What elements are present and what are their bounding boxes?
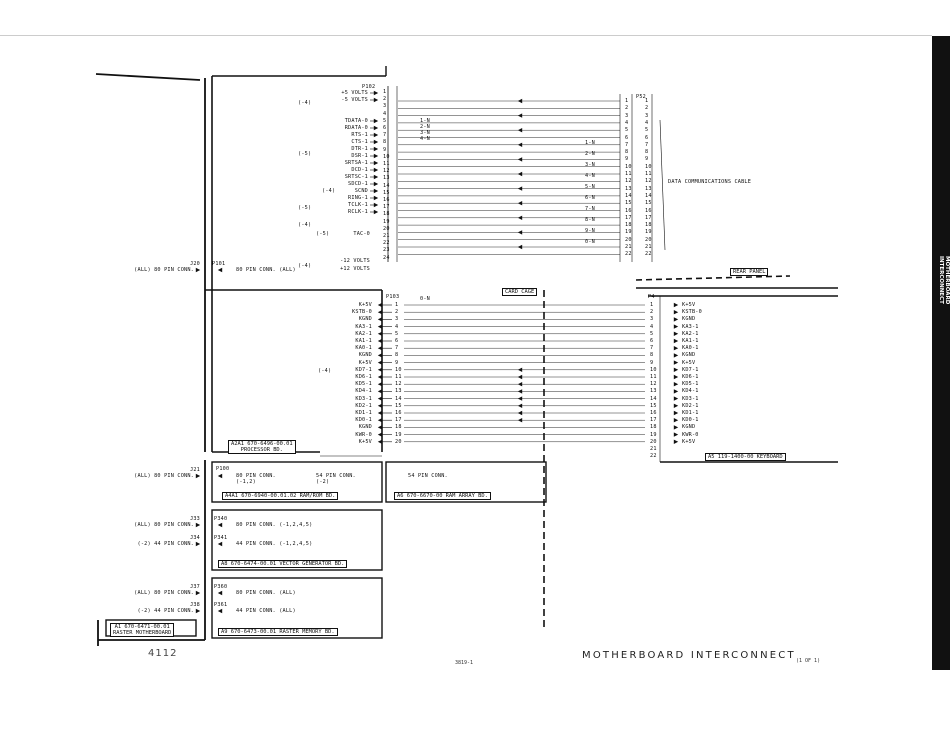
p102-signal: SDCD-1 bbox=[348, 181, 368, 187]
keyboard-wire-arrow-icon bbox=[518, 418, 522, 422]
conn-arrow-icon bbox=[196, 523, 200, 527]
conn-arrow-icon bbox=[218, 474, 222, 478]
p103-pin-number: 2 bbox=[395, 309, 399, 316]
p4-pin-number: 17 bbox=[650, 417, 657, 424]
p103-pin-number: 6 bbox=[395, 338, 399, 344]
p52-pin-number: 13 bbox=[645, 185, 652, 192]
wire-label: 4-N bbox=[585, 173, 595, 179]
p4-arrow-icon bbox=[674, 396, 678, 400]
p52-pin-number: 2 bbox=[645, 105, 649, 112]
p103-signal: KA3-1 bbox=[355, 323, 372, 330]
p102-signal: SRTSA-1 bbox=[344, 160, 368, 166]
p4-arrow-icon bbox=[674, 303, 678, 307]
raster-motherboard-label: A1 670-6471-00.01 RASTER MOTHERBOARD bbox=[110, 623, 174, 637]
data-wire-arrow-icon bbox=[518, 186, 522, 190]
keyboard-wire-arrow-icon bbox=[518, 396, 522, 400]
p103-pin-number: 13 bbox=[395, 388, 402, 395]
p103-pin-number: 11 bbox=[395, 374, 402, 380]
p100-label: P100 bbox=[216, 466, 230, 472]
p102-tag-mid: (-4) bbox=[298, 222, 312, 228]
model-number: 4112 bbox=[148, 648, 178, 659]
p4-pin-number: 9 bbox=[650, 359, 654, 366]
p102-signal: RTS-1 bbox=[351, 132, 368, 138]
p4-arrow-icon bbox=[674, 404, 678, 408]
p4-pin-number: 6 bbox=[650, 338, 654, 344]
p52-pin-number: 21 bbox=[645, 244, 652, 250]
p103-pin-number: 17 bbox=[395, 417, 402, 424]
p103-signal: KGND bbox=[358, 352, 372, 359]
p52-pin-number: 12 bbox=[625, 178, 632, 185]
p4-pin-number: 3 bbox=[650, 316, 654, 323]
data-wire-arrow-icon bbox=[518, 113, 522, 117]
p103-signal: KGND bbox=[358, 424, 372, 431]
keyboard-wire-arrow-icon bbox=[518, 382, 522, 386]
p102-pin-number: 4 bbox=[383, 110, 387, 117]
p52-pin-number: 11 bbox=[625, 171, 632, 177]
p52-pin-number: 5 bbox=[625, 127, 629, 134]
wire-label: 3-N bbox=[585, 162, 595, 168]
data-wire-arrow-icon bbox=[518, 230, 522, 234]
keyboard-wire-arrow-icon bbox=[518, 404, 522, 408]
j37-right-label: 80 PIN CONN. (ALL) bbox=[236, 590, 296, 596]
p102-signal: TCLK-1 bbox=[348, 202, 368, 208]
p102-pin-number: 19 bbox=[383, 218, 390, 225]
p52-pin-number: 4 bbox=[625, 119, 629, 126]
p103-signal: KGND bbox=[358, 316, 372, 323]
conn-arrow-icon bbox=[218, 268, 222, 272]
section-side-tab bbox=[932, 36, 950, 670]
data-wire-arrow-icon bbox=[518, 99, 522, 103]
vector-board-label: A8 670-6474-00.01 VECTOR GENERATOR BD. bbox=[218, 560, 347, 568]
p102-pin-number: 18 bbox=[383, 211, 390, 218]
p102-pin-number: 3 bbox=[383, 103, 387, 110]
data-wire-arrow-icon bbox=[518, 143, 522, 147]
data-wire-arrow-icon bbox=[518, 216, 522, 220]
p4-pin-number: 2 bbox=[650, 309, 654, 316]
p52-pin-number: 20 bbox=[625, 236, 632, 243]
p101-label: P101 bbox=[212, 261, 226, 267]
p4-pin-number: 8 bbox=[650, 352, 654, 359]
p4-arrow-icon bbox=[674, 353, 678, 357]
p4-arrow-icon bbox=[674, 418, 678, 422]
data-wire-arrow-icon bbox=[518, 157, 522, 161]
p103-pin-number: 18 bbox=[395, 424, 402, 431]
p103-pin-number: 12 bbox=[395, 381, 402, 388]
p4-pin-number: 1 bbox=[650, 302, 654, 308]
j21-right-label: 80 PIN CONN. (-1,2) bbox=[236, 473, 276, 485]
p4-arrow-icon bbox=[674, 332, 678, 336]
ramarray-board-label: A6 670-6670-00 RAM ARRAY BD. bbox=[394, 492, 491, 500]
p103-pin-number: 1 bbox=[395, 302, 399, 308]
p52-pin-number: 17 bbox=[625, 214, 632, 221]
p4-signal: KA1-1 bbox=[682, 338, 699, 344]
p102-signal: DTR-1 bbox=[351, 146, 368, 152]
p4-signal: KGND bbox=[682, 424, 696, 431]
wire-label: 5-N bbox=[585, 184, 595, 190]
p52-pin-number: 6 bbox=[625, 134, 629, 141]
p52-pin-number: 19 bbox=[625, 229, 632, 236]
p103-label: P103 bbox=[386, 294, 400, 300]
p4-signal: KGND bbox=[682, 316, 696, 323]
j33-right-label: 80 PIN CONN. (-1,2,4,5) bbox=[236, 522, 313, 528]
p52-pin-number: 7 bbox=[645, 141, 649, 148]
p52-label: P52 bbox=[636, 94, 646, 100]
p4-signal: K+5V bbox=[682, 359, 696, 366]
p52-pin-number: 11 bbox=[645, 171, 652, 177]
p52-pin-number: 10 bbox=[625, 163, 632, 170]
p4-signal: KD4-1 bbox=[682, 388, 699, 395]
p102-pin-number: 10 bbox=[383, 153, 390, 160]
p4-arrow-icon bbox=[674, 324, 678, 328]
p4-signal: KA3-1 bbox=[682, 323, 699, 330]
p102-signal: SRTSC-1 bbox=[344, 174, 368, 180]
ramrom-board-label: A4A1 670-6940-00.01.02 RAM/ROM BD. bbox=[222, 492, 338, 500]
p52-pin-number: 5 bbox=[645, 127, 649, 134]
j20-label: J20 bbox=[190, 261, 200, 267]
keyboard-wire-arrow-icon bbox=[518, 375, 522, 379]
p52-pin-number: 20 bbox=[645, 236, 652, 243]
data-wire-arrow-icon bbox=[518, 128, 522, 132]
p102-tac-signal: TAC-0 bbox=[353, 231, 370, 237]
p102-pin-number: 20 bbox=[383, 225, 390, 232]
p52-pin-number: 8 bbox=[625, 149, 629, 156]
p4-pin-number: 13 bbox=[650, 388, 657, 395]
page-indicator: (1 OF 1) bbox=[796, 658, 821, 664]
wire-label: 9-N bbox=[585, 228, 595, 234]
p4-label: P4 bbox=[648, 294, 655, 300]
p52-pin-number: 18 bbox=[625, 222, 632, 229]
p103-signal: KD1-1 bbox=[355, 410, 372, 416]
side-tab-title: MOTHERBOARD INTERCONNECT bbox=[938, 255, 950, 305]
p102-pin-number: 9 bbox=[383, 146, 387, 153]
tac-prefix: (-5) bbox=[316, 231, 330, 237]
p102-tag-clock: (-5) bbox=[298, 205, 312, 211]
p4-arrow-icon bbox=[674, 339, 678, 343]
p52-pin-number: 10 bbox=[645, 163, 652, 170]
p102-pin-number: 15 bbox=[383, 189, 390, 196]
p4-signal: KSTB-0 bbox=[682, 309, 702, 316]
conn-arrow-icon bbox=[218, 523, 222, 527]
wire-label: 1-N bbox=[585, 140, 595, 146]
p102-pin-number: 6 bbox=[383, 125, 387, 131]
p52-pin-number: 8 bbox=[645, 149, 649, 156]
wire-label: 3-N bbox=[420, 130, 430, 136]
p103-pin-number: 19 bbox=[395, 431, 402, 438]
wire-label: 7-N bbox=[585, 206, 595, 212]
p102-pin-number: 7 bbox=[383, 132, 387, 139]
p4-arrow-icon bbox=[674, 389, 678, 393]
keyboard-board-label: A5 119-1400-00 KEYBOARD bbox=[705, 453, 786, 461]
p102-signal: TDATA-0 bbox=[344, 118, 368, 124]
processor-board-label: A2A1 670-6496-00.01 PROCESSOR BD. bbox=[228, 440, 296, 454]
p341-label: P341 bbox=[214, 535, 228, 541]
p52-pin-number: 15 bbox=[625, 200, 632, 207]
p52-pin-number: 9 bbox=[625, 156, 629, 163]
j21-left-label: (ALL) 80 PIN CONN. bbox=[134, 473, 194, 479]
p102-signal: DSR-1 bbox=[351, 153, 368, 159]
wire-label: 0-N bbox=[585, 239, 595, 245]
p4-signal: KD3-1 bbox=[682, 395, 699, 402]
p52-pin-number: 3 bbox=[645, 112, 649, 119]
p4-arrow-icon bbox=[674, 317, 678, 321]
p4-signal: KWR-0 bbox=[682, 431, 699, 438]
p103-signal: KD7-1 bbox=[355, 366, 372, 373]
p52-pin-number: 13 bbox=[625, 185, 632, 192]
p52-pin-number: 22 bbox=[625, 251, 632, 258]
p103-signal: K+5V bbox=[358, 359, 372, 366]
p103-signal: KD4-1 bbox=[355, 388, 372, 395]
p52-pin-number: 16 bbox=[625, 207, 632, 214]
p4-arrow-icon bbox=[674, 425, 678, 429]
p4-signal: KD1-1 bbox=[682, 410, 699, 416]
p52-pin-number: 3 bbox=[625, 112, 629, 119]
j33-label: J33 bbox=[190, 516, 200, 522]
j37-label: J37 bbox=[190, 584, 200, 590]
keyboard-wire-arrow-icon bbox=[518, 411, 522, 415]
keyboard-wire-arrow-icon bbox=[518, 389, 522, 393]
p102-signal: SCND bbox=[354, 188, 368, 194]
j38-right-label: 44 PIN CONN. (ALL) bbox=[236, 608, 296, 614]
p103-pin-number: 5 bbox=[395, 330, 399, 337]
p103-signal: KSTB-0 bbox=[352, 309, 372, 316]
p102-pin-number: 13 bbox=[383, 175, 390, 182]
p102-pin-number: 17 bbox=[383, 204, 390, 211]
p4-pin-number: 10 bbox=[650, 366, 657, 373]
p102-signal: RING-1 bbox=[348, 195, 368, 201]
p4-arrow-icon bbox=[674, 432, 678, 436]
p52-pin-number: 6 bbox=[645, 134, 649, 141]
p4-signal: KD5-1 bbox=[682, 381, 699, 388]
j33-left-label: (ALL) 80 PIN CONN. bbox=[134, 522, 194, 528]
wire-label: 8-N bbox=[585, 217, 595, 223]
wire-label: 2-N bbox=[420, 124, 430, 130]
p52-pin-number: 21 bbox=[625, 244, 632, 250]
conn-arrow-icon bbox=[196, 474, 200, 478]
wire-label: 1-N bbox=[420, 118, 430, 124]
p102-plus12: +12 VOLTS bbox=[340, 266, 370, 272]
p103-pin-number: 3 bbox=[395, 316, 399, 323]
p340-label: P340 bbox=[214, 516, 228, 522]
p4-signal: K+5V bbox=[682, 302, 696, 308]
conn-arrow-icon bbox=[218, 609, 222, 613]
p4-pin-number: 22 bbox=[650, 453, 657, 459]
p103-pin-number: 8 bbox=[395, 352, 399, 359]
p52-pin-number: 16 bbox=[645, 207, 652, 214]
p4-arrow-icon bbox=[674, 382, 678, 386]
wire-label: 6-N bbox=[585, 195, 595, 201]
wire-label: 2-N bbox=[585, 151, 595, 157]
p103-signal: KD5-1 bbox=[355, 381, 372, 388]
j38-label: J38 bbox=[190, 602, 200, 608]
p102-label: P102 bbox=[362, 84, 376, 90]
p102-pin-number: 23 bbox=[383, 247, 390, 254]
keyboard-wire-arrow-icon bbox=[518, 368, 522, 372]
p52-pin-number: 22 bbox=[645, 251, 652, 258]
p52-pin-number: 9 bbox=[645, 156, 649, 163]
j21-label: J21 bbox=[190, 467, 200, 473]
p4-pin-number: 12 bbox=[650, 381, 657, 388]
p52-pin-number: 7 bbox=[625, 141, 629, 148]
p4-signal: KD6-1 bbox=[682, 374, 699, 380]
conn-arrow-icon bbox=[196, 591, 200, 595]
p103-pin-number: 4 bbox=[395, 323, 399, 330]
p52-pin-number: 14 bbox=[625, 192, 632, 199]
p4-arrow-icon bbox=[674, 346, 678, 350]
bus-line bbox=[96, 74, 200, 80]
p4-signal: KA2-1 bbox=[682, 330, 699, 337]
p103-pin-number: 7 bbox=[395, 345, 399, 352]
p4-pin-number: 20 bbox=[650, 438, 657, 445]
p52-pin-number: 15 bbox=[645, 200, 652, 207]
p103-pin-number: 10 bbox=[395, 366, 402, 373]
j34-left-label: (-2) 44 PIN CONN. bbox=[137, 541, 194, 547]
p52-pin-number: 17 bbox=[645, 214, 652, 221]
p103-signal: KWR-0 bbox=[355, 431, 372, 438]
conn-arrow-icon bbox=[196, 609, 200, 613]
data-wire-arrow-icon bbox=[518, 172, 522, 176]
j34-right-label: 44 PIN CONN. (-1,2,4,5) bbox=[236, 541, 313, 547]
p103-signal: KD0-1 bbox=[355, 417, 372, 424]
p52-pin-number: 1 bbox=[625, 98, 629, 104]
p103-signal: K+5V bbox=[358, 438, 372, 445]
p361-label: P361 bbox=[214, 602, 228, 608]
p102-pin-number: 21 bbox=[383, 233, 390, 239]
p4-pin-number: 5 bbox=[650, 330, 654, 337]
p52-pin-number: 2 bbox=[625, 105, 629, 112]
p4-signal: KGND bbox=[682, 352, 696, 359]
p103-wire-note: 0-N bbox=[420, 296, 430, 302]
p102-signal: CTS-1 bbox=[351, 139, 368, 145]
p4-signal: KD7-1 bbox=[682, 366, 699, 373]
p103-pin-number: 20 bbox=[395, 438, 402, 445]
p102-tag-power: (-4) bbox=[298, 100, 312, 106]
cable-bracket bbox=[660, 120, 665, 250]
j20-left-label: (ALL) 80 PIN CONN. bbox=[134, 267, 194, 273]
conn-arrow-icon bbox=[196, 268, 200, 272]
p102-signal: RDATA-0 bbox=[344, 125, 368, 131]
p4-arrow-icon bbox=[674, 375, 678, 379]
conn-arrow-icon bbox=[196, 542, 200, 546]
p103-signal: KA0-1 bbox=[355, 345, 372, 352]
p102-pin-number: 22 bbox=[383, 240, 390, 247]
p103-signal: KD3-1 bbox=[355, 395, 372, 402]
p4-pin-number: 18 bbox=[650, 424, 657, 431]
p4-arrow-icon bbox=[674, 411, 678, 415]
p4-signal: K+5V bbox=[682, 438, 696, 445]
p103-pin-number: 15 bbox=[395, 402, 402, 409]
j34-label: J34 bbox=[190, 535, 200, 541]
p52-pin-number: 19 bbox=[645, 229, 652, 236]
p52-pin-number: 4 bbox=[645, 119, 649, 126]
p103-signal: KD2-1 bbox=[355, 402, 372, 409]
scnd-prefix: (-4) bbox=[322, 188, 336, 194]
p102-pin-number: 11 bbox=[383, 161, 390, 167]
rear-panel-dashed bbox=[636, 276, 790, 280]
p52-pin-number: 12 bbox=[645, 178, 652, 185]
p4-signal: KD2-1 bbox=[682, 402, 699, 409]
j21-mid-label: 54 PIN CONN. (-2) bbox=[316, 473, 356, 485]
p103-tag: (-4) bbox=[318, 368, 332, 374]
p102-pin-number: 12 bbox=[383, 168, 390, 175]
p4-arrow-icon bbox=[674, 360, 678, 364]
p4-arrow-icon bbox=[674, 440, 678, 444]
p4-pin-number: 21 bbox=[650, 446, 657, 452]
p102-tag-serial: (-5) bbox=[298, 151, 312, 157]
p4-signal: KA0-1 bbox=[682, 345, 699, 352]
p4-pin-number: 14 bbox=[650, 395, 657, 402]
p102-signal: RCLK-1 bbox=[348, 209, 368, 215]
data-wire-arrow-icon bbox=[518, 245, 522, 249]
p52-pin-number: 14 bbox=[645, 192, 652, 199]
p102-pin-number: 5 bbox=[383, 117, 387, 124]
p52-pin-number: 18 bbox=[645, 222, 652, 229]
j37-left-label: (ALL) 80 PIN CONN. bbox=[134, 590, 194, 596]
p102-pin-number: 2 bbox=[383, 96, 387, 103]
j21-far-label: 54 PIN CONN. bbox=[408, 473, 448, 479]
p102-minus12: -12 VOLTS bbox=[340, 258, 370, 264]
j20-right-label: 80 PIN CONN. (ALL) bbox=[236, 267, 296, 273]
p103-signal: KA1-1 bbox=[355, 338, 372, 344]
rear-panel-label: REAR PANEL bbox=[730, 268, 768, 276]
p4-pin-number: 16 bbox=[650, 410, 657, 416]
p102-signal: -5 VOLTS bbox=[341, 97, 368, 103]
p4-pin-number: 11 bbox=[650, 374, 657, 380]
raster-memory-label: A9 670-6473-00.01 RASTER MEMORY BD. bbox=[218, 628, 338, 636]
p103-pin-number: 9 bbox=[395, 359, 399, 366]
p102-pin-number: 16 bbox=[383, 197, 390, 203]
p52-pin-number: 1 bbox=[645, 98, 649, 104]
p102-signal: DCD-1 bbox=[351, 167, 368, 173]
p103-signal: KD6-1 bbox=[355, 374, 372, 380]
data-comm-cable-label: DATA COMMUNICATIONS CABLE bbox=[668, 179, 752, 185]
p103-pin-number: 16 bbox=[395, 410, 402, 416]
drawing-code: 3819-1 bbox=[455, 660, 474, 666]
j38-left-label: (-2) 44 PIN CONN. bbox=[137, 608, 194, 614]
p103-signal: KA2-1 bbox=[355, 330, 372, 337]
p103-signal: K+5V bbox=[358, 302, 372, 308]
p4-pin-number: 19 bbox=[650, 431, 657, 438]
p102-pin-number: 24 bbox=[383, 254, 390, 261]
p102-pin-number: 14 bbox=[383, 182, 390, 189]
p4-arrow-icon bbox=[674, 368, 678, 372]
p4-pin-number: 15 bbox=[650, 402, 657, 409]
p360-label: P360 bbox=[214, 584, 228, 590]
p4-pin-number: 7 bbox=[650, 345, 654, 352]
p102-tag-volts: (-4) bbox=[298, 263, 312, 269]
p4-signal: KD0-1 bbox=[682, 417, 699, 424]
p102-signal: +5 VOLTS bbox=[341, 90, 368, 96]
p4-arrow-icon bbox=[674, 310, 678, 314]
data-wire-arrow-icon bbox=[518, 201, 522, 205]
p102-pin-number: 1 bbox=[383, 89, 387, 95]
conn-arrow-icon bbox=[218, 591, 222, 595]
wire-label: 4-N bbox=[420, 136, 430, 142]
card-cage-label: CARD CAGE bbox=[502, 288, 537, 296]
p103-pin-number: 14 bbox=[395, 395, 402, 402]
conn-arrow-icon bbox=[218, 542, 222, 546]
p102-pin-number: 8 bbox=[383, 139, 387, 146]
diagram-title: MOTHERBOARD INTERCONNECT bbox=[582, 650, 796, 661]
p4-pin-number: 4 bbox=[650, 323, 654, 330]
